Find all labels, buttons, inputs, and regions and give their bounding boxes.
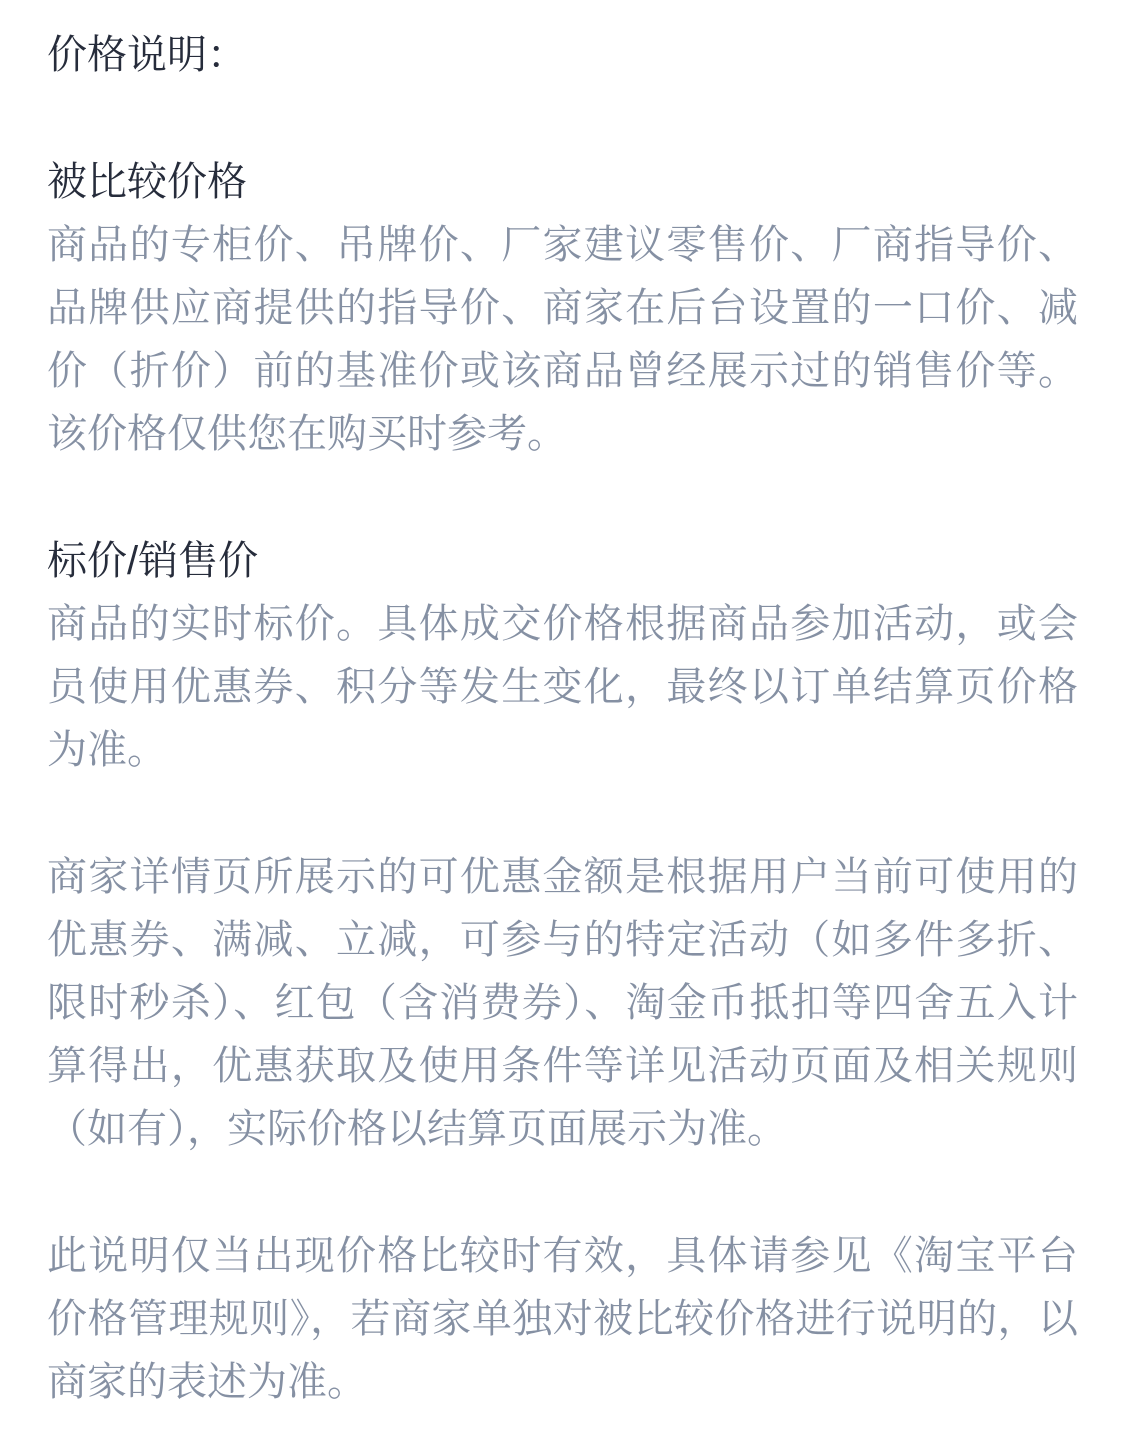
section-compared-price	[47, 151, 1078, 466]
validity-note-body: 此说明仅当出现价格比较时有效，具体请参见《淘宝平台价格管理规则》，若商家单独对被比较价格进行说明的，以商家的表述为准。	[47, 1234, 1078, 1404]
section-discount-amount-note	[47, 846, 1078, 1161]
list-sale-price-heading: 标价/销售价	[47, 539, 259, 583]
discount-amount-note-body: 商家详情页所展示的可优惠金额是根据用户当前可使用的优惠券、满减、立减，可参与的特定活动（如多件多折、限时秒杀）、红包（含消费券）、淘金币抵扣等四舍五入计算得出，优惠获取及使用条件等详见活动页面及相关规则（如有），实际价格以结算页面展示为准。	[47, 855, 1078, 1151]
page-title: 价格说明：	[47, 33, 247, 77]
section-list-sale-price	[47, 530, 1078, 782]
list-sale-price-body: 商品的实时标价。具体成交价格根据商品参加活动，或会员使用优惠券、积分等发生变化，最终以订单结算页价格为准。	[47, 602, 1078, 772]
compared-price-body: 商品的专柜价、吊牌价、厂家建议零售价、厂商指导价、品牌供应商提供的指导价、商家在后台设置的一口价、减价（折价）前的基准价或该商品曾经展示过的销售价等。该价格仅供您在购买时参考。	[47, 223, 1078, 456]
section-validity-note	[47, 1225, 1078, 1414]
compared-price-heading: 被比较价格	[47, 160, 247, 204]
